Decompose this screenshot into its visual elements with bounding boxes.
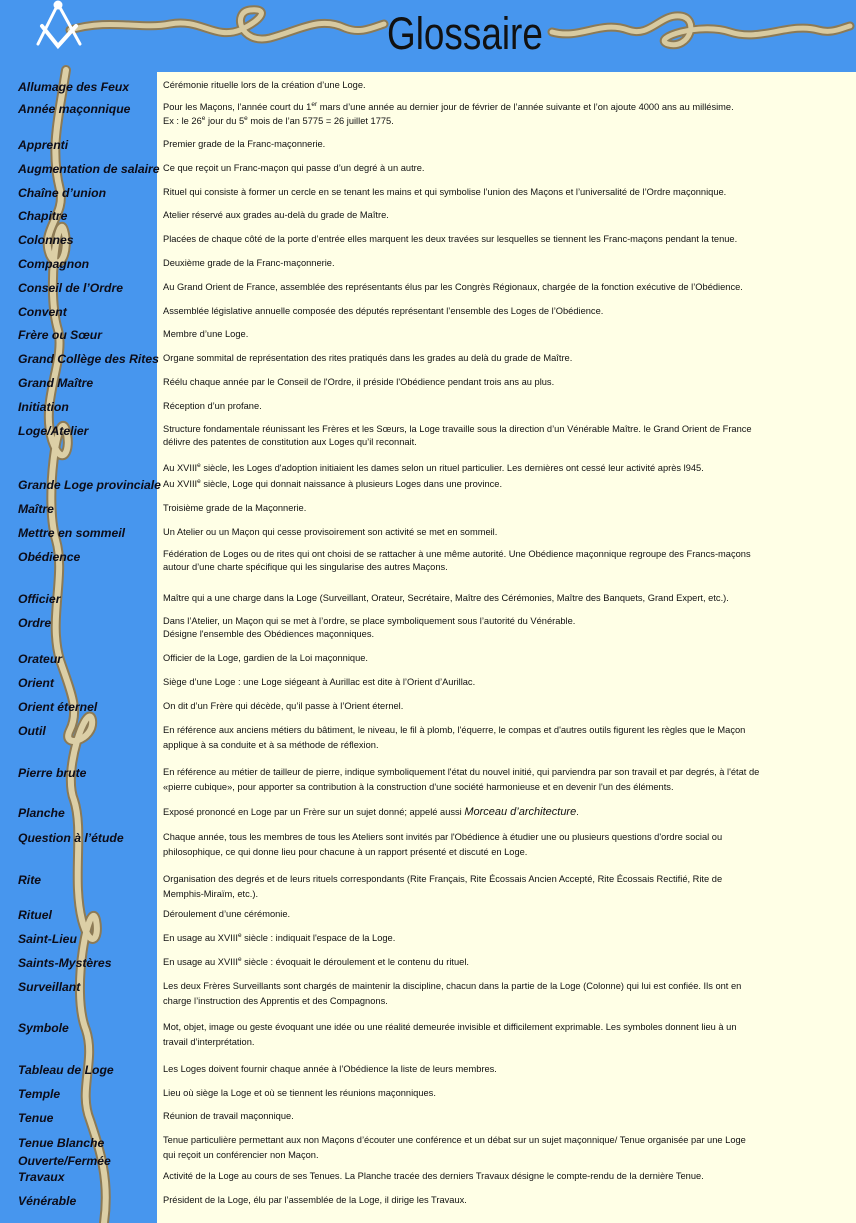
glossary-definition: Réélu chaque année par le Conseil de l'Ordre, il préside l'Obédience pendant trois ans au plus.	[163, 377, 555, 387]
glossary-definition: Cérémonie rituelle lors de la création d’une Loge.	[163, 80, 366, 90]
glossary-term: Mettre en sommeil	[18, 526, 126, 540]
glossary-term: Officier	[18, 592, 61, 606]
glossary-term: Rite	[18, 873, 42, 887]
glossary-definition: Rituel qui consiste à former un cercle en se tenant les mains et qui symbolise l’union des Maçons et l’universalité de l’Ordre maçonnique.	[163, 187, 727, 197]
glossary-term: Chaîne d’union	[18, 186, 107, 200]
glossary-term: Planche	[18, 806, 65, 820]
glossary-definition: Exposé prononcé en Loge par un Frère sur un sujet donné; appelé aussi Morceau d’architecture.	[163, 806, 579, 818]
glossary-definition: Organe sommital de représentation des rites pratiqués dans les grades au delà du grade de Maître.	[163, 353, 573, 363]
glossary-definition: Réunion de travail maçonnique.	[163, 1111, 294, 1121]
glossary-term: Compagnon	[18, 257, 90, 271]
glossary-term: Frère ou Sœur	[18, 328, 102, 342]
glossary-term: Tenue	[18, 1111, 54, 1125]
glossary-term: Outil	[18, 724, 46, 738]
glossary-term: Pierre brute	[18, 766, 87, 780]
glossary-term: Symbole	[18, 1021, 69, 1035]
glossary-definition: Maître qui a une charge dans la Loge (Surveillant, Orateur, Secrétaire, Maître des Cérémonies, Maître des Banquets, Grand Expert, etc.).	[163, 593, 729, 603]
glossary-term: Convent	[18, 305, 67, 319]
glossary-definition: Président de la Loge, élu par l’assemblée de la Loge, il dirige les Travaux.	[163, 1195, 467, 1205]
glossary-term: Saints-Mystères	[18, 956, 112, 970]
glossary-definition: Troisième grade de la Maçonnerie.	[163, 503, 307, 513]
glossary-term: Initiation	[18, 400, 69, 414]
glossary-definition: Membre d’une Loge.	[163, 329, 249, 339]
glossary-term: Chapitre	[18, 209, 68, 223]
glossary-term: Saint-Lieu	[18, 932, 77, 946]
glossary-definition: En référence au métier de tailleur de pierre, indique symboliquement l'état du nouvel initié, qui parviendra par son travail et par degrés, à l'état de «pierre cubique», pour apporter sa contribution à la construction d'une société harmonieuse et en devenir l'un des éléments.	[163, 767, 760, 792]
glossary-term: Grand Collège des Rites	[18, 352, 159, 366]
glossary-definition: On dit d’un Frère qui décède, qu’il passe à l’Orient éternel.	[163, 701, 404, 711]
glossary-term: Année maçonnique	[18, 102, 131, 116]
glossary-definition: Réception d’un profane.	[163, 401, 262, 411]
glossary-definition: Pour les Maçons, l’année court du 1er mars d’une année au dernier jour de février de l’année suivante et l’on ajoute 4000 ans au millésime. Ex : le 26e jour du 5e mois de l’an 5775 = 26 juillet 1775.	[163, 100, 734, 126]
glossary-term: Augmentation de salaire	[18, 162, 160, 176]
glossary-term: Colonnes	[18, 233, 74, 247]
glossary-definition: En usage au XVIIIe siècle : évoquait le déroulement et le contenu du rituel.	[163, 955, 469, 967]
glossary-term: Apprenti	[18, 138, 69, 152]
glossary-term: Loge/Atelier	[18, 424, 89, 438]
glossary-term: Rituel	[18, 908, 52, 922]
glossary-term: Question à l’étude	[18, 831, 124, 845]
glossary-definition: Siège d’une Loge : une Loge siégeant à Aurillac est dite à l’Orient d’Aurillac.	[163, 677, 476, 687]
glossary-term: Orient	[18, 676, 54, 690]
glossary-definition: En usage au XVIIIe siècle : indiquait l'espace de la Loge.	[163, 931, 396, 943]
glossary-definition: Ce que reçoit un Franc-maçon qui passe d’un degré à un autre.	[163, 163, 425, 173]
glossary-definition: Assemblée législative annuelle composée des députés représentant l’ensemble des Loges de l’Obédience.	[163, 306, 604, 316]
glossary-term: Tenue Blanche Ouverte/Fermée	[18, 1136, 111, 1168]
glossary-term: Vénérable	[18, 1194, 77, 1208]
glossary-definition: Tenue particulière permettant aux non Maçons d’écouter une conférence et un débat sur un sujet maçonnique/ Tenue organisée par une Loge qui reçoit un conférencier non Maçon.	[163, 1135, 746, 1160]
glossary-definition: Structure fondamentale réunissant les Frères et les Sœurs, la Loge travaille sous la direction d’un Vénérable Maître. le Grand Orient de France délivre des patentes de constitution aux Loges qu’il reconnait. Au XVIIIe siècle, les Loges d'adoption initiaient les dames selon un rituel particulier. Les dernières ont cessé leur activité après l945.	[163, 424, 752, 473]
glossary-term: Grand Maître	[18, 376, 94, 390]
glossary-definition: Activité de la Loge au cours de ses Tenues. La Planche tracée des derniers Travaux désigne le compte-rendu de la dernière Tenue.	[163, 1171, 704, 1181]
glossary-term: Surveillant	[18, 980, 81, 994]
glossary-definition: Déroulement d’une cérémonie.	[163, 909, 291, 919]
glossary-definition: Organisation des degrés et de leurs rituels correspondants (Rite Français, Rite Écossais Ancien Accepté, Rite Écossais Rectifié, Rite de Memphis-Miraïm, etc.).	[163, 874, 723, 899]
page-title: Glossaire	[387, 8, 543, 59]
glossary-definition: Au Grand Orient de France, assemblée des représentants élus par les Congrès Régionaux, chargée de la fonction exécutive de l’Obédience.	[163, 282, 743, 292]
glossary-definition: Les Loges doivent fournir chaque année à l’Obédience la liste de leurs membres.	[163, 1064, 497, 1074]
glossary-definition: Officier de la Loge, gardien de la Loi maçonnique.	[163, 653, 369, 663]
glossary-term: Temple	[18, 1087, 61, 1101]
glossary-term: Orateur	[18, 652, 63, 666]
glossary-definition: Les deux Frères Surveillants sont chargés de maintenir la discipline, chacun dans la partie de la Loge (Colonne) qui lui est confiée. Ils ont en charge l’instruction des Apprentis et des Compagnons.	[163, 981, 742, 1006]
glossary-term: Obédience	[18, 550, 81, 564]
glossary-term: Travaux	[18, 1170, 65, 1184]
glossary-term: Allumage des Feux	[18, 80, 130, 94]
glossary-term: Tableau de Loge	[18, 1063, 114, 1077]
glossary-definition: Au XVIIIe siècle, Loge qui donnait naissance à plusieurs Loges dans une province.	[163, 477, 503, 489]
glossary-term: Maître	[18, 502, 54, 516]
square-compass-icon	[38, 2, 80, 46]
glossary-term: Ordre	[18, 616, 52, 630]
glossary-definition: Dans l’Atelier, un Maçon qui se met à l’ordre, se place symboliquement sous l’autorité du Vénérable. Désigne l'ensemble des Obédiences maçonniques.	[163, 616, 576, 639]
glossary-definition: Placées de chaque côté de la porte d’entrée elles marquent les deux travées sur lesquelles se tiennent les Franc-maçons pendant la tenue.	[163, 234, 738, 244]
glossary-definition: Lieu où siège la Loge et où se tiennent les réunions maçonniques.	[163, 1088, 436, 1098]
glossary-term: Grande Loge provinciale	[18, 478, 161, 492]
glossary-definition: En référence aux anciens métiers du bâtiment, le niveau, le fil à plomb, l'équerre, le compas et d'autres outils figurent les règles que le Maçon applique à sa conduite et à sa méthode de réflexion.	[163, 725, 746, 750]
glossary-definition: Mot, objet, image ou geste évoquant une idée ou une réalité demeurée invisible et difficilement exprimable. Les symboles donnent lieu à un travail d’interprétation.	[163, 1022, 737, 1047]
glossary-definition: Premier grade de la Franc-maçonnerie.	[163, 139, 326, 149]
glossary-definition: Chaque année, tous les membres de tous les Ateliers sont invités par l'Obédience à étudier une ou plusieurs questions d'ordre social ou philosophique, ce qui donne lieu pour chacune à un rapport présenté et discuté en Loge.	[163, 832, 723, 857]
glossary-definition: Atelier réservé aux grades au-delà du grade de Maître.	[163, 210, 389, 220]
glossary-definition: Un Atelier ou un Maçon qui cesse provisoirement son activité se met en sommeil.	[163, 527, 498, 537]
glossary-term: Orient éternel	[18, 700, 98, 714]
glossary-definition: Deuxième grade de la Franc-maçonnerie.	[163, 258, 335, 268]
glossary-term: Conseil de l’Ordre	[18, 281, 123, 295]
glossary-definition: Fédération de Loges ou de rites qui ont choisi de se rattacher à une même autorité. Une Obédience maçonnique regroupe des Francs-maçons autour d’une charte spécifique qui les singularise des autres Maçons.	[163, 549, 751, 572]
